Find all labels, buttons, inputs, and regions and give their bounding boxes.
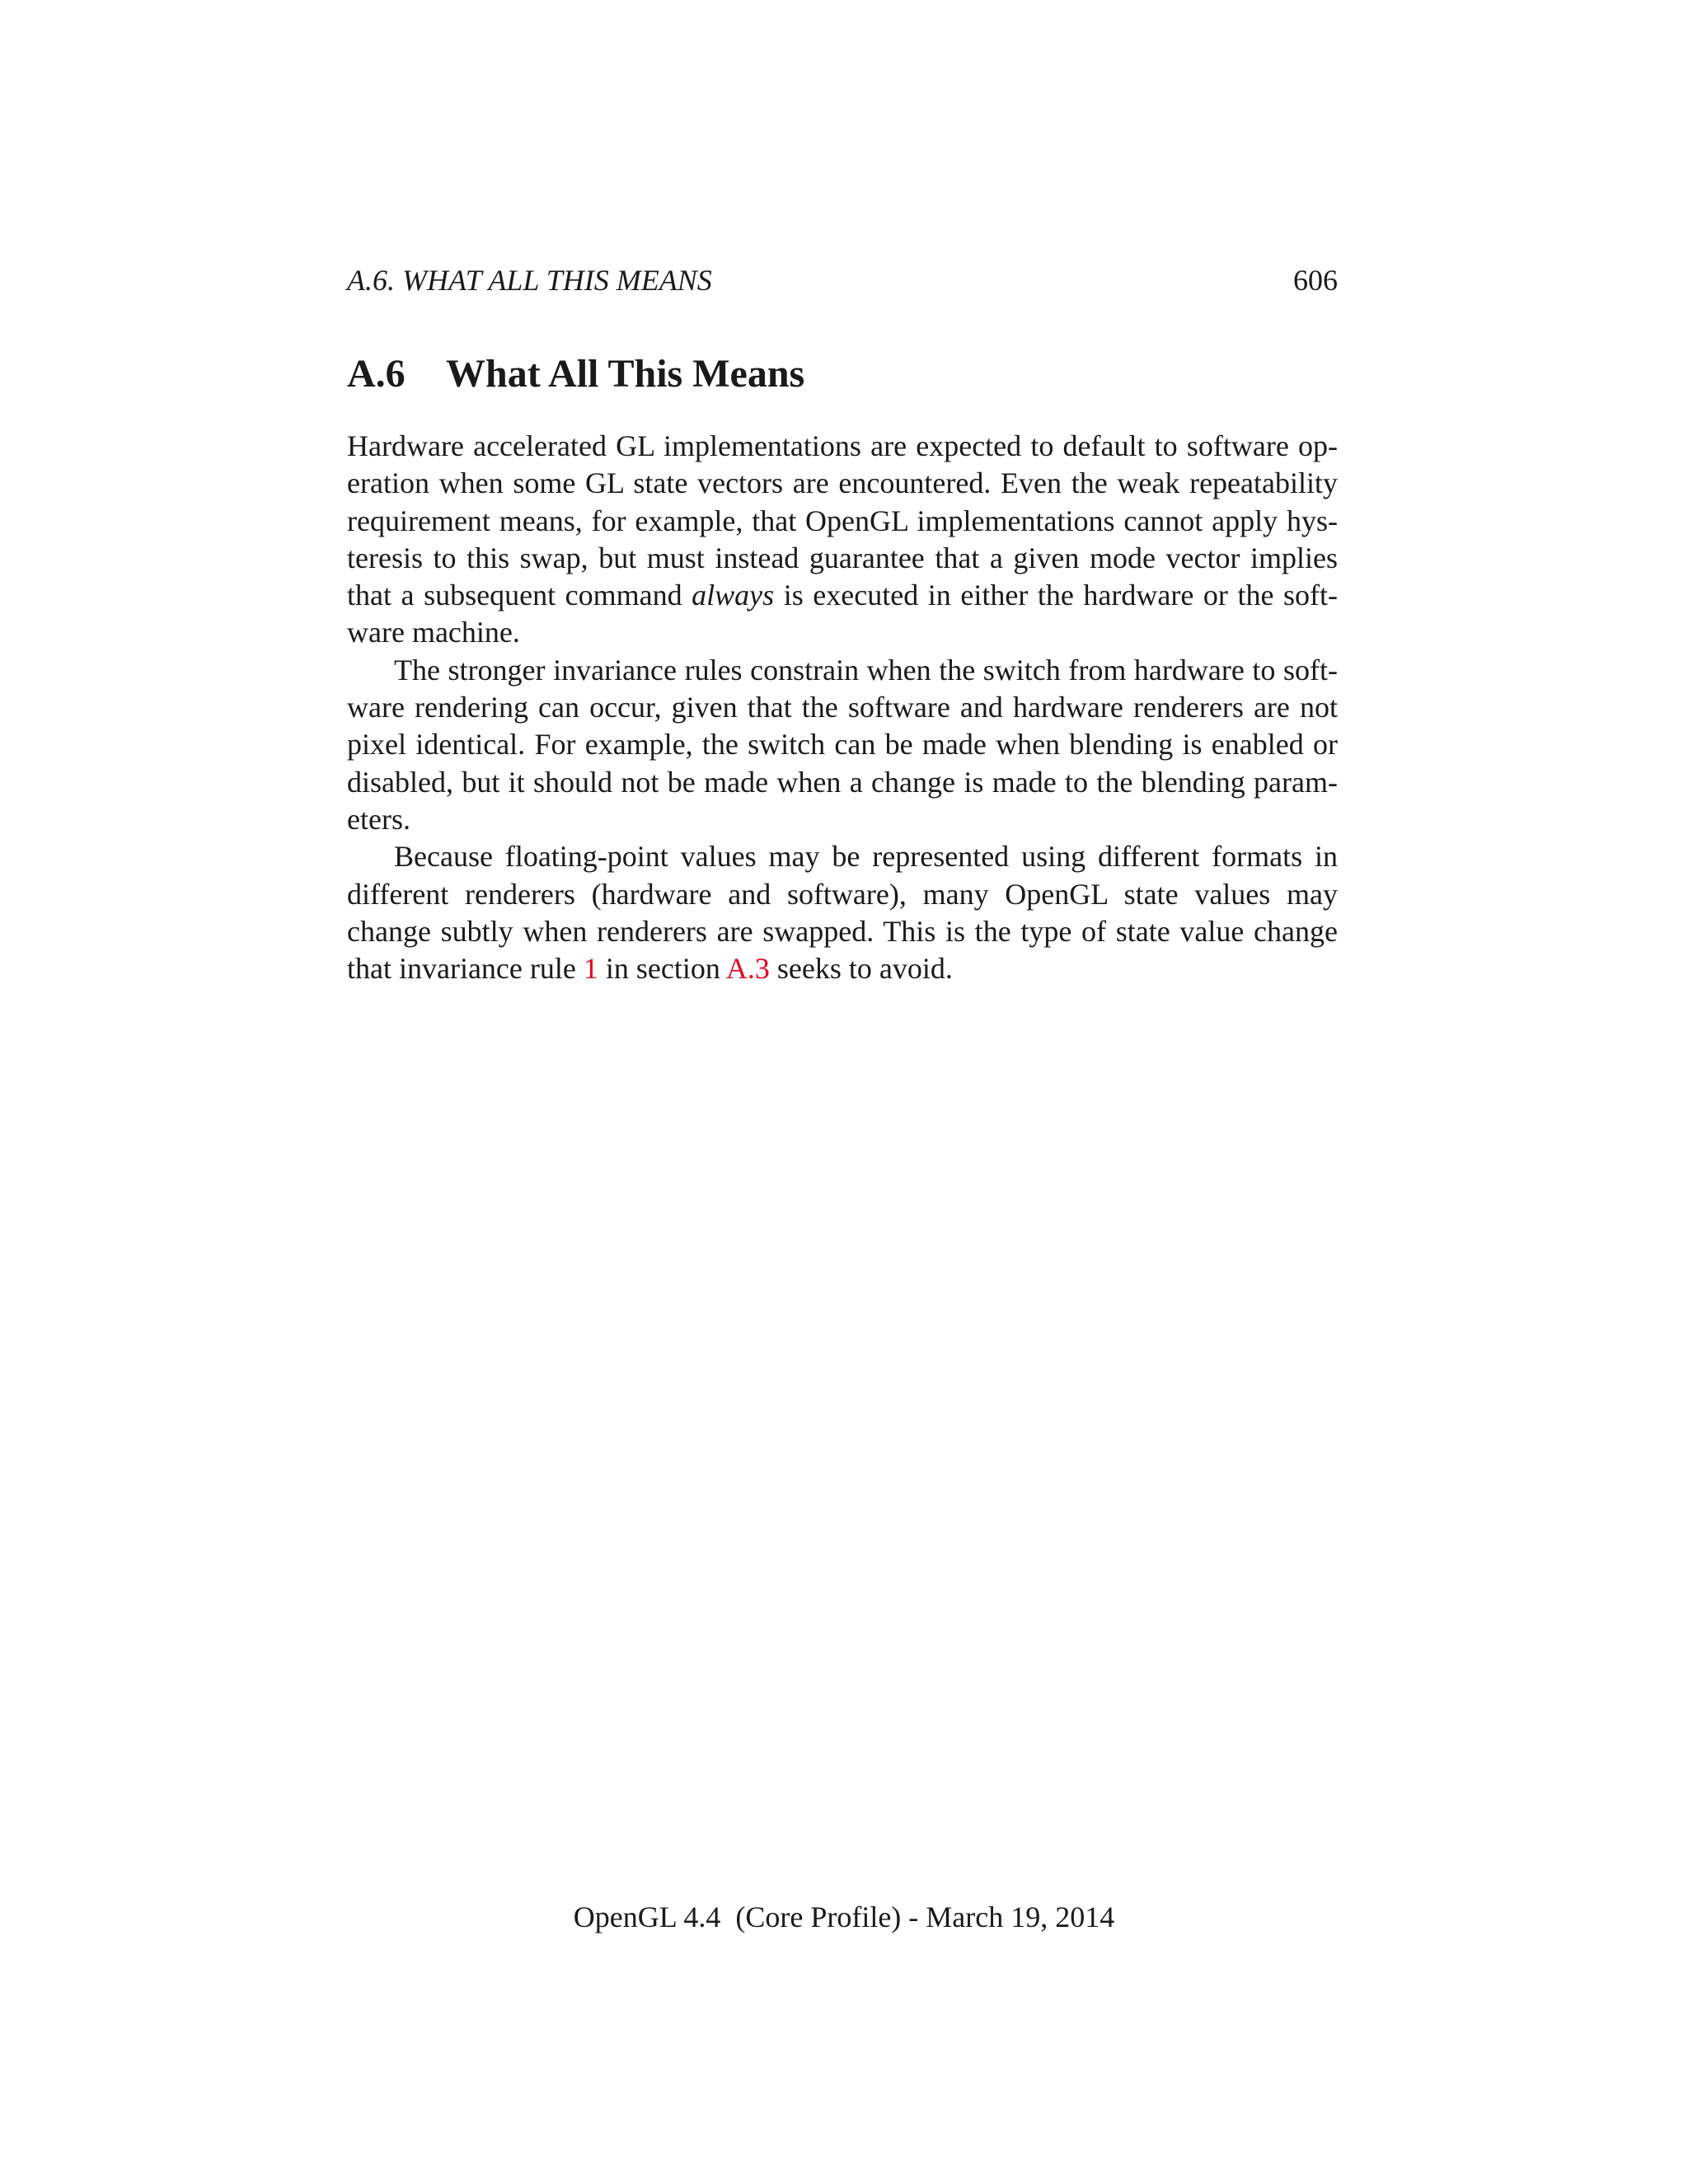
paragraph-2-text: The stronger invariance rules constrain when the switch from hardware to software rendering can occur, given that the software and hardware renderers are not pixel identical. For example, the switch can be made when blending is enabled or disabled, but it should not be made when a change is made to the blending parameters. [347, 653, 1338, 836]
invariance-rule-link[interactable]: 1 [583, 952, 598, 986]
paragraph-3 [347, 838, 1338, 987]
paragraph-3-text-b: in section [598, 952, 726, 986]
paragraph-1 [347, 428, 1338, 652]
emphasis-always: always [692, 579, 775, 612]
running-header [347, 260, 1338, 300]
section-number: A.6 [347, 352, 406, 396]
paragraph-2 [347, 652, 1338, 838]
section-body [347, 428, 1338, 987]
paragraph-1-text-b: is executed in either the hardware or the software machine. [347, 579, 1338, 649]
running-title: A.6. WHAT ALL THIS MEANS [347, 264, 712, 297]
paragraph-1-text-a: Hardware accelerated GL implementations are expected to default to software operation when some GL state vectors are encountered. Even the weak repeatability requirement means, for example, that OpenGL implementations cannot apply hysteresis to this swap, but must instead guarantee that a given mode vector implies that a subsequent command [347, 429, 1338, 612]
section-heading [347, 349, 1338, 399]
page-number: 606 [1293, 264, 1338, 297]
page-footer: OpenGL 4.4 (Core Profile) - March 19, 2014 [573, 1900, 1115, 1933]
section-reference-link[interactable]: A.3 [725, 952, 770, 986]
paragraph-3-text-c: seeks to avoid. [769, 952, 953, 986]
paragraph-3-text-a: Because floating-point values may be represented using different formats in different renderers (hardware and software), many OpenGL state values may change subtly when renderers are swapped. This is the type of state value change that invariance rule [347, 840, 1338, 986]
section-title: What All This Means [446, 352, 805, 396]
